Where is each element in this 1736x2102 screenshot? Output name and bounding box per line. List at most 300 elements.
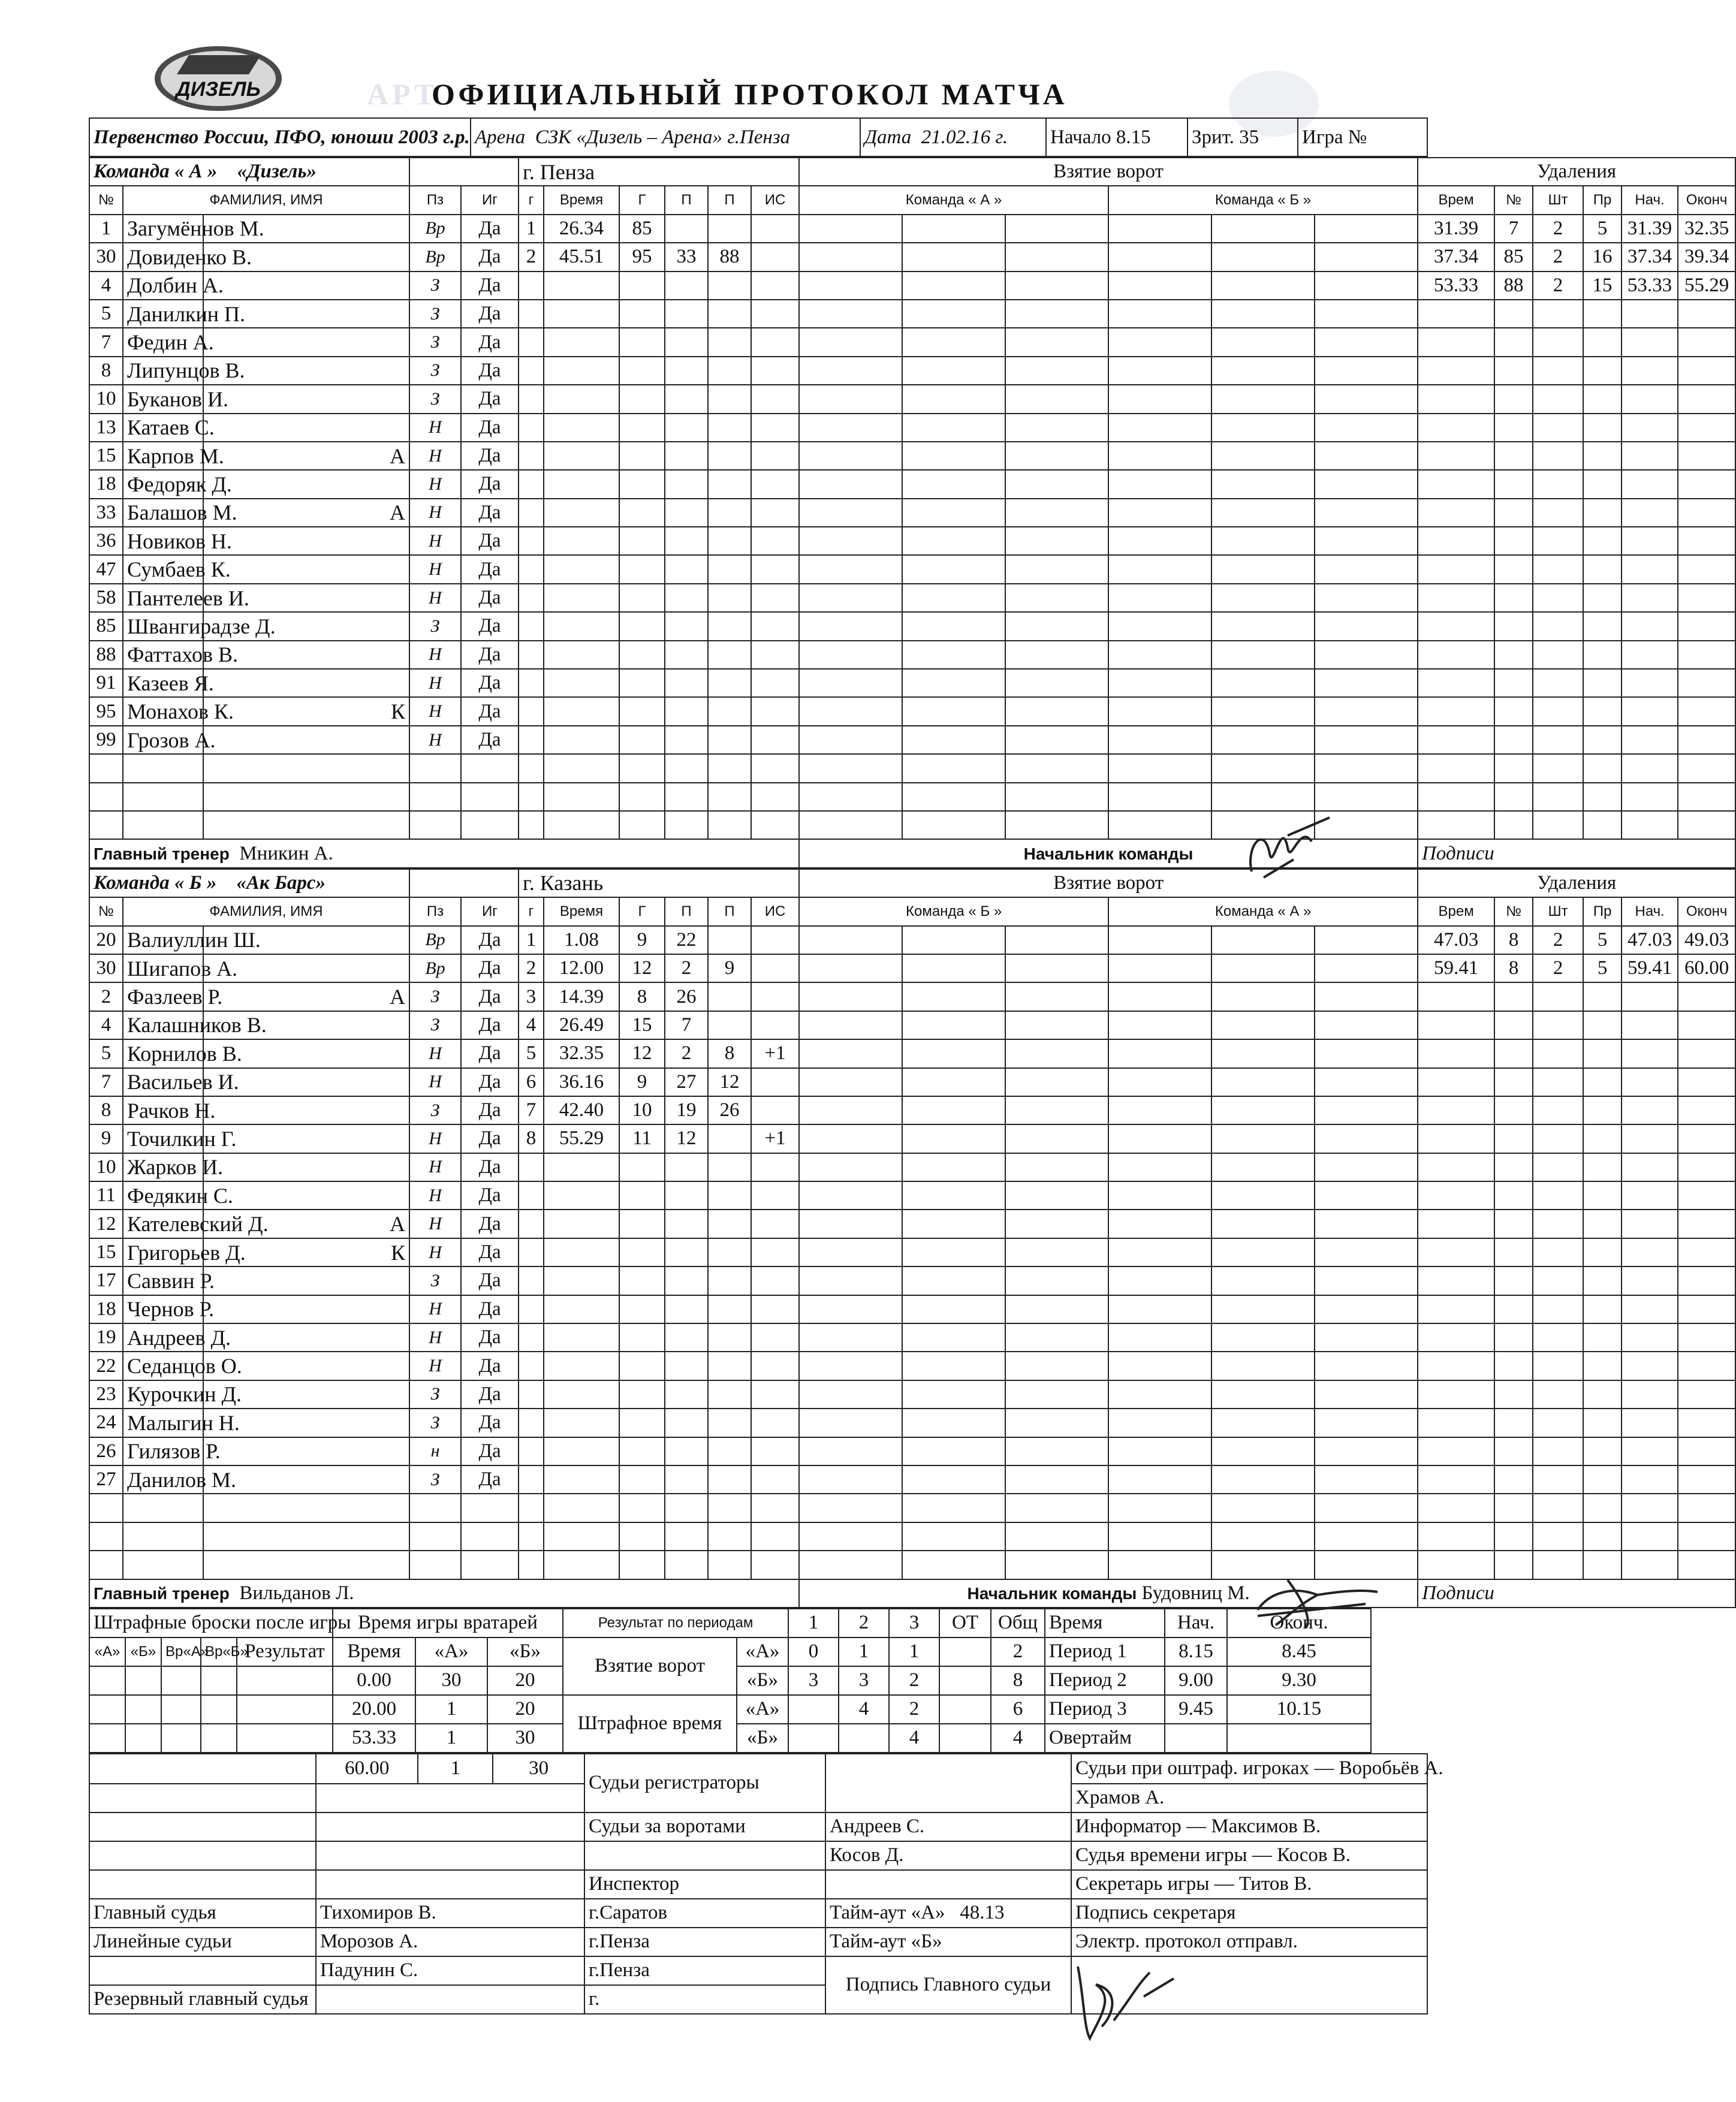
player-row bbox=[89, 414, 1735, 442]
goals-grid-cell bbox=[1211, 243, 1315, 271]
col-pen-min: Шт bbox=[1533, 186, 1583, 214]
linesman-1: Морозов А. bbox=[316, 1928, 584, 1956]
goal-assist2 bbox=[708, 726, 751, 754]
goals-grid-cell bbox=[1315, 612, 1418, 640]
goal-is bbox=[751, 527, 799, 555]
goals-grid-cell bbox=[1005, 726, 1108, 754]
pen-reason: 5 bbox=[1583, 926, 1622, 954]
team-name: «Дизель» bbox=[237, 161, 317, 183]
goals-grid-cell bbox=[1315, 555, 1418, 583]
penalty-box-cell: Судьи при оштраф. игроках — Воробьёв А. bbox=[1071, 1754, 1427, 1784]
player-num: 17 bbox=[89, 1266, 123, 1295]
player-num: 27 bbox=[89, 1465, 123, 1494]
pen-end bbox=[1678, 1323, 1735, 1352]
pen-time bbox=[1418, 726, 1494, 754]
pen-time bbox=[1418, 499, 1494, 527]
player-row bbox=[89, 584, 1735, 612]
pen-num: 88 bbox=[1494, 272, 1533, 300]
referee-label: Главный судья bbox=[89, 1899, 316, 1928]
shootout-cell bbox=[161, 1724, 201, 1753]
pen-start bbox=[1622, 1437, 1678, 1465]
player-captain bbox=[203, 783, 409, 811]
goals-grid-cell bbox=[799, 811, 902, 839]
date-label: Дата bbox=[864, 126, 912, 148]
player-captain bbox=[203, 414, 409, 442]
goals-grid-cell bbox=[1005, 754, 1108, 782]
goal-assist2 bbox=[708, 1238, 751, 1266]
goal-assist1: 26 bbox=[665, 982, 708, 1011]
goals-grid-cell bbox=[1211, 215, 1315, 243]
spare-cell bbox=[316, 1784, 584, 1813]
pen-time bbox=[1418, 1437, 1494, 1465]
goal-scorer: 10 bbox=[619, 1096, 665, 1124]
col-pen-end: Оконч bbox=[1678, 897, 1735, 925]
player-num: 18 bbox=[89, 1295, 123, 1323]
goal-scorer bbox=[619, 1380, 665, 1409]
pen-num bbox=[1494, 555, 1533, 583]
pen-time bbox=[1418, 1181, 1494, 1210]
goals-grid-cell bbox=[1005, 1352, 1108, 1380]
goal-is bbox=[751, 641, 799, 669]
goal-time bbox=[544, 1153, 619, 1181]
player-num: 4 bbox=[89, 272, 123, 300]
player-row bbox=[89, 1266, 1735, 1295]
col-pen-start: Нач. bbox=[1622, 186, 1678, 214]
goals-grid-cell bbox=[1315, 272, 1418, 300]
goals-grid-cell bbox=[799, 1153, 902, 1181]
player-played bbox=[461, 783, 519, 811]
pen-num bbox=[1494, 300, 1533, 328]
player-name: Андреев Д. bbox=[123, 1323, 203, 1352]
championship: Первенство России, ПФО, юноши 2003 г.р. bbox=[89, 118, 471, 156]
player-name: Шигапов А. bbox=[123, 954, 203, 982]
goals-grid-cell bbox=[1108, 1096, 1211, 1124]
player-row bbox=[89, 697, 1735, 725]
goals-grid-cell bbox=[1005, 926, 1108, 954]
pen-start bbox=[1622, 811, 1678, 839]
spare-cell bbox=[316, 1870, 584, 1899]
pen-end bbox=[1678, 754, 1735, 782]
goals-grid-cell bbox=[1211, 1522, 1315, 1551]
goal-g bbox=[519, 1153, 544, 1181]
start-label: Начало bbox=[1050, 126, 1111, 148]
pen-start bbox=[1622, 1238, 1678, 1266]
team-label-text: Команда « Б » bbox=[94, 871, 217, 894]
goals-grid-cell bbox=[799, 527, 902, 555]
pen-start bbox=[1622, 1011, 1678, 1039]
player-num: 30 bbox=[89, 954, 123, 982]
player-name: Чернов Р. bbox=[123, 1295, 203, 1323]
goal-g bbox=[519, 1437, 544, 1465]
player-played: Да bbox=[461, 1210, 519, 1238]
goals-grid-cell bbox=[1005, 1153, 1108, 1181]
player-pos bbox=[409, 811, 461, 839]
goalie-b-val: 20 bbox=[487, 1695, 563, 1724]
team-city: г. Пенза bbox=[519, 158, 799, 186]
arena-value: СЗК «Дизель – Арена» г.Пенза bbox=[535, 126, 791, 148]
goals-grid-cell bbox=[1211, 954, 1315, 982]
goal-g: 2 bbox=[519, 243, 544, 271]
pen-time bbox=[1418, 783, 1494, 811]
goals-grid-cell bbox=[799, 754, 902, 782]
goal-assist1 bbox=[665, 527, 708, 555]
goals-grid-cell bbox=[1005, 1522, 1108, 1551]
team-a-section bbox=[89, 157, 1729, 868]
goals-grid-cell bbox=[902, 754, 1005, 782]
player-num: 18 bbox=[89, 470, 123, 498]
pen-min bbox=[1533, 499, 1583, 527]
pen-reason bbox=[1583, 1210, 1622, 1238]
player-played: Да bbox=[461, 470, 519, 498]
pen-reason bbox=[1583, 527, 1622, 555]
pen-start bbox=[1622, 499, 1678, 527]
team-label bbox=[89, 158, 409, 186]
coach-name: Мникин А. bbox=[239, 842, 333, 864]
goals-grid-cell bbox=[1005, 641, 1108, 669]
goals-grid-cell bbox=[799, 1465, 902, 1494]
goals-grid-cell bbox=[1108, 1380, 1211, 1409]
periods-title: Результат по периодам bbox=[563, 1609, 788, 1637]
pen-end bbox=[1678, 612, 1735, 640]
player-captain bbox=[203, 272, 409, 300]
goals-grid-cell bbox=[1108, 499, 1211, 527]
pen-end bbox=[1678, 584, 1735, 612]
goals-grid-cell bbox=[799, 954, 902, 982]
timeout-b-cell bbox=[825, 1928, 1071, 1956]
pen-start bbox=[1622, 982, 1678, 1011]
player-name: Саввин Р. bbox=[123, 1266, 203, 1295]
shootout-cell bbox=[201, 1724, 237, 1753]
goals-grid-cell bbox=[1315, 357, 1418, 385]
player-num: 15 bbox=[89, 442, 123, 470]
pen-min bbox=[1533, 357, 1583, 385]
goal-scorer bbox=[619, 1494, 665, 1522]
goals-grid-cell bbox=[1315, 1124, 1418, 1153]
goal-g bbox=[519, 783, 544, 811]
goal-assist1 bbox=[665, 1522, 708, 1551]
goals-grid-cell bbox=[1211, 641, 1315, 669]
goal-scorer bbox=[619, 357, 665, 385]
player-captain: А bbox=[203, 1210, 409, 1238]
goals-a-cell: 0 bbox=[788, 1637, 839, 1666]
pen-time bbox=[1418, 1295, 1494, 1323]
goal-time bbox=[544, 272, 619, 300]
pen-time: 31.39 bbox=[1418, 215, 1494, 243]
goals-grid-cell bbox=[1005, 1096, 1108, 1124]
pen-reason bbox=[1583, 811, 1622, 839]
goals-grid-cell bbox=[1315, 470, 1418, 498]
goals-grid-cell bbox=[1108, 754, 1211, 782]
timekeeper-label: Судья времени игры bbox=[1075, 1844, 1247, 1866]
pen-reason bbox=[1583, 1380, 1622, 1409]
goal-assist2 bbox=[708, 641, 751, 669]
col-played: Иг bbox=[461, 186, 519, 214]
player-row bbox=[89, 300, 1735, 328]
player-row bbox=[89, 783, 1735, 811]
goal-scorer bbox=[619, 1437, 665, 1465]
pen-num bbox=[1494, 1494, 1533, 1522]
player-name: Малыгин Н. bbox=[123, 1409, 203, 1437]
reserve-label: Резервный главный судья bbox=[89, 1985, 316, 2014]
pen-num bbox=[1494, 982, 1533, 1011]
game-label: Игра № bbox=[1302, 126, 1367, 148]
player-num: 1 bbox=[89, 215, 123, 243]
player-captain bbox=[203, 1551, 409, 1579]
goals-grid-cell bbox=[1108, 783, 1211, 811]
goal-is bbox=[751, 1437, 799, 1465]
pen-min bbox=[1533, 1465, 1583, 1494]
pen-reason bbox=[1583, 641, 1622, 669]
goal-g bbox=[519, 414, 544, 442]
goal-scorer bbox=[619, 300, 665, 328]
goal-time bbox=[544, 1551, 619, 1579]
goal-is bbox=[751, 1210, 799, 1238]
goal-is bbox=[751, 1409, 799, 1437]
goal-assist2 bbox=[708, 272, 751, 300]
spare-cell bbox=[89, 1813, 316, 1841]
goal-scorer bbox=[619, 527, 665, 555]
timeout-b-label: Тайм-аут «Б» bbox=[830, 1931, 942, 1953]
goal-assist1 bbox=[665, 584, 708, 612]
player-num: 95 bbox=[89, 697, 123, 725]
player-row bbox=[89, 1465, 1735, 1494]
goal-g bbox=[519, 754, 544, 782]
goals-grid-cell bbox=[902, 1039, 1005, 1067]
pen-end bbox=[1678, 982, 1735, 1011]
pen-start bbox=[1622, 584, 1678, 612]
pen-end bbox=[1678, 1465, 1735, 1494]
coach-row bbox=[89, 1579, 1735, 1608]
referee-city: г.Саратов bbox=[584, 1899, 825, 1928]
pen-reason bbox=[1583, 385, 1622, 413]
team-b-signature bbox=[1246, 1568, 1384, 1634]
goals-grid-cell bbox=[1315, 726, 1418, 754]
goals-grid-cell bbox=[902, 1210, 1005, 1238]
spare-cell bbox=[89, 1784, 316, 1813]
goal-g bbox=[519, 1238, 544, 1266]
col-played: Иг bbox=[461, 897, 519, 925]
goal-time: 26.49 bbox=[544, 1011, 619, 1039]
player-row bbox=[89, 954, 1735, 982]
goal-g bbox=[519, 669, 544, 697]
goal-assist1 bbox=[665, 1494, 708, 1522]
goal-time bbox=[544, 300, 619, 328]
protocol-form bbox=[89, 117, 1729, 2044]
player-pos: Н bbox=[409, 1124, 461, 1153]
player-played: Да bbox=[461, 357, 519, 385]
pen-end bbox=[1678, 442, 1735, 470]
player-pos: З bbox=[409, 1380, 461, 1409]
pen-start bbox=[1622, 669, 1678, 697]
goal-scorer bbox=[619, 783, 665, 811]
pen-min bbox=[1533, 527, 1583, 555]
player-row bbox=[89, 272, 1735, 300]
pen-reason bbox=[1583, 1238, 1622, 1266]
goals-grid-cell bbox=[799, 1409, 902, 1437]
goals-grid-cell bbox=[1315, 1352, 1418, 1380]
goals-col2: Команда « А » bbox=[1108, 897, 1418, 925]
player-row bbox=[89, 527, 1735, 555]
player-pos: Н bbox=[409, 499, 461, 527]
goal-scorer bbox=[619, 1409, 665, 1437]
pen-time bbox=[1418, 584, 1494, 612]
spare-cell bbox=[584, 1841, 825, 1870]
goal-time bbox=[544, 783, 619, 811]
goal-g bbox=[519, 1181, 544, 1210]
pen-reason bbox=[1583, 499, 1622, 527]
goal-assist2: 26 bbox=[708, 1096, 751, 1124]
goal-assist2 bbox=[708, 1465, 751, 1494]
player-pos: З bbox=[409, 1096, 461, 1124]
goals-grid-cell bbox=[1108, 697, 1211, 725]
team-tag: «А» bbox=[737, 1695, 788, 1724]
goals-grid-cell bbox=[1108, 527, 1211, 555]
goals-grid-cell bbox=[799, 385, 902, 413]
goals-grid-cell bbox=[1108, 243, 1211, 271]
period-cell bbox=[939, 1724, 991, 1753]
goals-grid-cell bbox=[1005, 1494, 1108, 1522]
goals-grid-cell bbox=[1315, 1409, 1418, 1437]
player-pos: З bbox=[409, 1409, 461, 1437]
goals-grid-cell bbox=[902, 1238, 1005, 1266]
player-played: Да bbox=[461, 1352, 519, 1380]
pen-time bbox=[1418, 527, 1494, 555]
pen-time bbox=[1418, 612, 1494, 640]
goals-grid-cell bbox=[799, 1124, 902, 1153]
player-name: Сумбаев К. bbox=[123, 555, 203, 583]
pen-reason bbox=[1583, 1352, 1622, 1380]
pen-reason bbox=[1583, 584, 1622, 612]
goal-time bbox=[544, 669, 619, 697]
time-row-end: 10.15 bbox=[1227, 1695, 1371, 1724]
shootout-cell bbox=[237, 1666, 333, 1695]
player-pos: З bbox=[409, 1011, 461, 1039]
goal-assist1 bbox=[665, 442, 708, 470]
player-played bbox=[461, 1494, 519, 1522]
goals-grid-cell bbox=[1108, 385, 1211, 413]
player-pos: Н bbox=[409, 1210, 461, 1238]
goals-grid-cell bbox=[1315, 1039, 1418, 1067]
player-num: 12 bbox=[89, 1210, 123, 1238]
goal-g bbox=[519, 300, 544, 328]
goals-grid-cell bbox=[902, 1124, 1005, 1153]
goals-grid-cell bbox=[1211, 1210, 1315, 1238]
pen-num bbox=[1494, 1295, 1533, 1323]
player-row bbox=[89, 555, 1735, 583]
player-played: Да bbox=[461, 612, 519, 640]
team-label-text: Команда « А » bbox=[94, 161, 218, 183]
goals-grid-cell bbox=[902, 555, 1005, 583]
col-goal: Г bbox=[619, 897, 665, 925]
player-row bbox=[89, 1011, 1735, 1039]
goal-is bbox=[751, 982, 799, 1011]
goal-scorer: 12 bbox=[619, 954, 665, 982]
goal-assist1 bbox=[665, 811, 708, 839]
pen-end bbox=[1678, 641, 1735, 669]
player-row bbox=[89, 612, 1735, 640]
goals-grid-cell bbox=[1108, 1124, 1211, 1153]
pen-min bbox=[1533, 1323, 1583, 1352]
goals-grid-cell bbox=[1211, 1039, 1315, 1067]
goals-grid-cell bbox=[1108, 215, 1211, 243]
player-captain bbox=[203, 1181, 409, 1210]
goals-grid-cell bbox=[799, 1068, 902, 1096]
goals-grid-cell bbox=[902, 272, 1005, 300]
coach-cell bbox=[89, 839, 799, 867]
col-pen-num: № bbox=[1494, 186, 1533, 214]
pen-min bbox=[1533, 1409, 1583, 1437]
goalie-a-val: 1 bbox=[415, 1724, 487, 1753]
pen-end bbox=[1678, 1238, 1735, 1266]
goals-grid-cell bbox=[1211, 1437, 1315, 1465]
goal-assist1 bbox=[665, 1352, 708, 1380]
goal-is bbox=[751, 1295, 799, 1323]
player-num bbox=[89, 783, 123, 811]
pen-end: 49.03 bbox=[1678, 926, 1735, 954]
goal-scorer bbox=[619, 1295, 665, 1323]
goal-g bbox=[519, 470, 544, 498]
goal-assist2 bbox=[708, 1210, 751, 1238]
pen-num: 8 bbox=[1494, 954, 1533, 982]
pen-time bbox=[1418, 1124, 1494, 1153]
goal-scorer bbox=[619, 1522, 665, 1551]
goals-grid-cell bbox=[902, 1352, 1005, 1380]
shootout-cell bbox=[89, 1724, 125, 1753]
player-played: Да bbox=[461, 1096, 519, 1124]
player-played: Да bbox=[461, 1011, 519, 1039]
goals-grid-cell bbox=[1315, 414, 1418, 442]
player-name: Монахов К. bbox=[123, 697, 203, 725]
player-row bbox=[89, 926, 1735, 954]
shootout-col: «А» bbox=[89, 1637, 125, 1666]
pen-start bbox=[1622, 414, 1678, 442]
pen-num bbox=[1494, 726, 1533, 754]
goal-scorer bbox=[619, 754, 665, 782]
goals-grid-cell bbox=[1211, 926, 1315, 954]
period-cell: 2 bbox=[889, 1666, 939, 1695]
goals-grid-cell bbox=[902, 982, 1005, 1011]
referee-sign-label: Подпись Главного судьи bbox=[825, 1956, 1071, 2014]
period-cell: 6 bbox=[991, 1695, 1045, 1724]
goal-is bbox=[751, 669, 799, 697]
player-played: Да bbox=[461, 1295, 519, 1323]
col-pen-min: Шт bbox=[1533, 897, 1583, 925]
pen-end bbox=[1678, 357, 1735, 385]
pen-time bbox=[1418, 641, 1494, 669]
goals-grid-cell bbox=[799, 982, 902, 1011]
player-captain bbox=[203, 527, 409, 555]
goal-assist1 bbox=[665, 385, 708, 413]
goal-time: 32.35 bbox=[544, 1039, 619, 1067]
logo-text: ДИЗЕЛЬ bbox=[176, 78, 261, 101]
goals-grid-cell bbox=[1211, 1323, 1315, 1352]
player-num: 58 bbox=[89, 584, 123, 612]
pen-start bbox=[1622, 1295, 1678, 1323]
pen-reason bbox=[1583, 669, 1622, 697]
player-num: 30 bbox=[89, 243, 123, 271]
pen-min bbox=[1533, 811, 1583, 839]
pen-time bbox=[1418, 470, 1494, 498]
goal-g bbox=[519, 328, 544, 356]
goals-grid-cell bbox=[902, 215, 1005, 243]
goal-assist1 bbox=[665, 1295, 708, 1323]
col-pen-start: Нач. bbox=[1622, 897, 1678, 925]
goal-time: 1.08 bbox=[544, 926, 619, 954]
spare-cell bbox=[89, 1841, 316, 1870]
player-row bbox=[89, 1238, 1735, 1266]
player-name: Седанцов О. bbox=[123, 1352, 203, 1380]
pen-min bbox=[1533, 385, 1583, 413]
